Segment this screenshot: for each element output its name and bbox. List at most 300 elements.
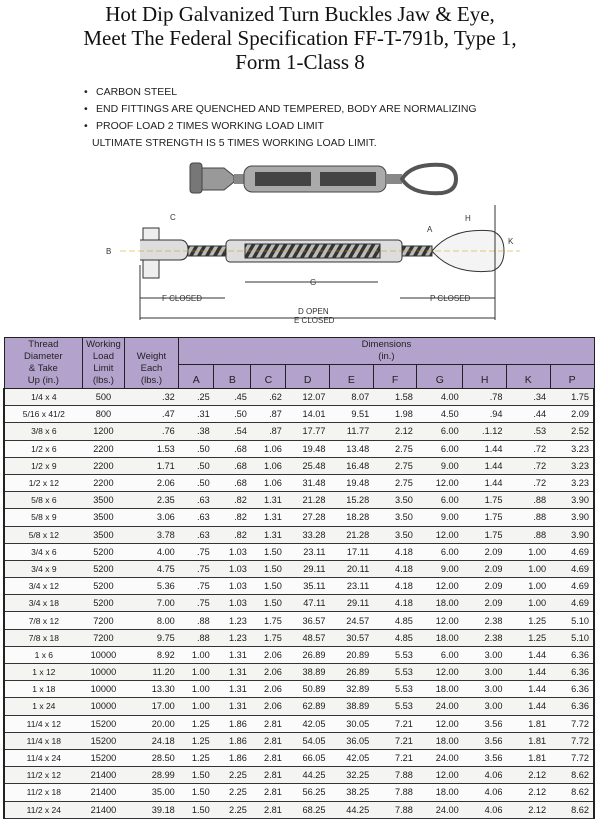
table-cell: 3.50 bbox=[373, 526, 417, 543]
title-line-1: Hot Dip Galvanized Turn Buckles Jaw & Eye, bbox=[105, 2, 495, 26]
table-cell: 7/8 x 12 bbox=[4, 612, 83, 629]
table-cell: 7.88 bbox=[373, 784, 417, 801]
header-col-d: D bbox=[286, 365, 330, 389]
table-cell: 42.05 bbox=[286, 715, 330, 732]
table-cell: 15200 bbox=[83, 732, 125, 749]
table-cell: .88 bbox=[506, 492, 550, 509]
table-cell: 3.23 bbox=[550, 440, 594, 457]
table-cell: 29.11 bbox=[330, 595, 374, 612]
table-cell: .72 bbox=[506, 474, 550, 491]
table-cell: 66.05 bbox=[286, 749, 330, 766]
table-cell: 23.11 bbox=[330, 578, 374, 595]
table-cell: 2.81 bbox=[251, 784, 286, 801]
table-row bbox=[4, 629, 594, 646]
table-cell: 24.18 bbox=[124, 732, 179, 749]
table-cell: 2.06 bbox=[251, 698, 286, 715]
table-cell: .50 bbox=[179, 440, 214, 457]
table-cell: 1.86 bbox=[214, 749, 251, 766]
table-cell: 3.90 bbox=[550, 509, 594, 526]
table-cell: .87 bbox=[251, 423, 286, 440]
table-cell: 1.44 bbox=[463, 474, 507, 491]
table-row bbox=[4, 406, 594, 423]
header-col-c: C bbox=[251, 365, 286, 389]
bullet-icon: • bbox=[84, 86, 88, 98]
table-cell: .63 bbox=[179, 492, 214, 509]
table-cell: 36.05 bbox=[330, 732, 374, 749]
table-cell: 6.00 bbox=[417, 423, 463, 440]
table-cell: 10000 bbox=[83, 664, 125, 681]
table-cell: 56.25 bbox=[286, 784, 330, 801]
table-cell: .50 bbox=[214, 406, 251, 423]
table-cell: .54 bbox=[214, 423, 251, 440]
table-cell: 5200 bbox=[83, 560, 125, 577]
table-cell: .45 bbox=[214, 389, 251, 406]
table-cell: 2200 bbox=[83, 457, 125, 474]
table-cell: 1.81 bbox=[506, 715, 550, 732]
header-row bbox=[4, 338, 594, 365]
table-row bbox=[4, 543, 594, 560]
table-cell: 1.44 bbox=[506, 681, 550, 698]
table-cell: 7.21 bbox=[373, 749, 417, 766]
table-cell: 18.00 bbox=[417, 732, 463, 749]
table-cell: .63 bbox=[179, 526, 214, 543]
header-col-b: B bbox=[214, 365, 251, 389]
table-cell: 44.25 bbox=[330, 801, 374, 818]
header-col-e: E bbox=[330, 365, 374, 389]
table-cell: 8.92 bbox=[124, 646, 179, 663]
feature-continuation: ULTIMATE STRENGTH IS 5 TIMES WORKING LOAD LIMIT. bbox=[92, 137, 377, 149]
table-cell: 68.25 bbox=[286, 801, 330, 818]
table-cell: .25 bbox=[179, 389, 214, 406]
table-cell: 7.00 bbox=[124, 595, 179, 612]
table-cell: 2.09 bbox=[463, 595, 507, 612]
table-cell: 11/2 x 12 bbox=[4, 767, 83, 784]
table-cell: 8.07 bbox=[330, 389, 374, 406]
table-cell: 24.00 bbox=[417, 698, 463, 715]
table-cell: .47 bbox=[124, 406, 179, 423]
table-cell: 4.69 bbox=[550, 560, 594, 577]
table-cell: 10000 bbox=[83, 646, 125, 663]
table-cell: 7200 bbox=[83, 629, 125, 646]
table-cell: 1.50 bbox=[179, 784, 214, 801]
dim-label-k: K bbox=[508, 237, 514, 246]
table-cell: .72 bbox=[506, 457, 550, 474]
table-cell: .75 bbox=[179, 578, 214, 595]
title-line-3: Form 1-Class 8 bbox=[235, 50, 365, 74]
table-cell: 4.85 bbox=[373, 629, 417, 646]
table-cell: 3.56 bbox=[463, 749, 507, 766]
header-col-k: K bbox=[506, 365, 550, 389]
table-cell: 1.44 bbox=[506, 646, 550, 663]
table-cell: 28.50 bbox=[124, 749, 179, 766]
table-cell: 12.07 bbox=[286, 389, 330, 406]
table-cell: 7.21 bbox=[373, 715, 417, 732]
table-cell: 1.75 bbox=[251, 612, 286, 629]
table-cell: 42.05 bbox=[330, 749, 374, 766]
table-cell: 1.75 bbox=[463, 492, 507, 509]
header-thread: Thread Diameter & Take Up (in.) bbox=[4, 338, 83, 389]
table-cell: 1.06 bbox=[251, 457, 286, 474]
table-cell: .88 bbox=[506, 509, 550, 526]
table-cell: 1.00 bbox=[179, 681, 214, 698]
spec-table-body bbox=[4, 389, 594, 819]
table-cell: 2.25 bbox=[214, 784, 251, 801]
table-cell: 16.48 bbox=[330, 457, 374, 474]
table-cell: 4.69 bbox=[550, 543, 594, 560]
table-cell: 1.31 bbox=[251, 492, 286, 509]
table-cell: 2.06 bbox=[124, 474, 179, 491]
table-cell: 1.31 bbox=[214, 681, 251, 698]
table-cell: .62 bbox=[251, 389, 286, 406]
table-cell: 11.20 bbox=[124, 664, 179, 681]
table-cell: .68 bbox=[214, 457, 251, 474]
table-cell: 54.05 bbox=[286, 732, 330, 749]
table-cell: 1/2 x 6 bbox=[4, 440, 83, 457]
table-cell: 2.81 bbox=[251, 715, 286, 732]
table-cell: 19.48 bbox=[330, 474, 374, 491]
table-cell: 3/8 x 6 bbox=[4, 423, 83, 440]
table-cell: 5.53 bbox=[373, 681, 417, 698]
table-cell: 1.31 bbox=[214, 646, 251, 663]
table-cell: .34 bbox=[506, 389, 550, 406]
header-working-load: Working Load Limit (lbs.) bbox=[83, 338, 125, 389]
table-row bbox=[4, 732, 594, 749]
table-cell: 3.23 bbox=[550, 457, 594, 474]
table-cell: .75 bbox=[179, 595, 214, 612]
table-cell: 24.57 bbox=[330, 612, 374, 629]
table-cell: 1.50 bbox=[251, 578, 286, 595]
table-cell: 1.50 bbox=[251, 560, 286, 577]
table-cell: 2.52 bbox=[550, 423, 594, 440]
table-cell: 3.00 bbox=[463, 681, 507, 698]
table-cell: 7.88 bbox=[373, 801, 417, 818]
table-cell: 2.81 bbox=[251, 732, 286, 749]
table-row bbox=[4, 681, 594, 698]
table-cell: 1.86 bbox=[214, 715, 251, 732]
table-cell: 9.51 bbox=[330, 406, 374, 423]
table-cell: .68 bbox=[214, 474, 251, 491]
table-cell: 4.85 bbox=[373, 612, 417, 629]
table-cell: 6.36 bbox=[550, 698, 594, 715]
table-cell: 39.18 bbox=[124, 801, 179, 818]
table-cell: 4.18 bbox=[373, 595, 417, 612]
table-cell: 1.75 bbox=[463, 509, 507, 526]
table-cell: 26.89 bbox=[286, 646, 330, 663]
table-row bbox=[4, 560, 594, 577]
table-cell: 11/4 x 18 bbox=[4, 732, 83, 749]
table-cell: 2.12 bbox=[506, 767, 550, 784]
table-cell: 1.86 bbox=[214, 732, 251, 749]
table-cell: 35.11 bbox=[286, 578, 330, 595]
table-cell: 13.30 bbox=[124, 681, 179, 698]
dim-label-d: D OPEN bbox=[298, 307, 329, 316]
table-row bbox=[4, 612, 594, 629]
table-cell: 3.50 bbox=[373, 509, 417, 526]
table-cell: 3/4 x 6 bbox=[4, 543, 83, 560]
table-cell: .82 bbox=[214, 492, 251, 509]
table-cell: 8.00 bbox=[124, 612, 179, 629]
table-row bbox=[4, 698, 594, 715]
table-cell: 2200 bbox=[83, 440, 125, 457]
table-cell: 11/4 x 24 bbox=[4, 749, 83, 766]
table-cell: 5200 bbox=[83, 595, 125, 612]
table-cell: 5.53 bbox=[373, 664, 417, 681]
table-cell: 1.44 bbox=[506, 664, 550, 681]
table-cell: 5/8 x 6 bbox=[4, 492, 83, 509]
table-cell: 6.36 bbox=[550, 681, 594, 698]
table-cell: 1.25 bbox=[179, 749, 214, 766]
table-cell: 12.00 bbox=[417, 664, 463, 681]
bullet-icon: • bbox=[84, 120, 88, 132]
table-cell: 6.00 bbox=[417, 440, 463, 457]
table-cell: 25.48 bbox=[286, 457, 330, 474]
table-cell: 38.89 bbox=[330, 698, 374, 715]
table-cell: .88 bbox=[179, 629, 214, 646]
table-cell: 5200 bbox=[83, 578, 125, 595]
table-cell: 11/4 x 12 bbox=[4, 715, 83, 732]
table-cell: 7.72 bbox=[550, 749, 594, 766]
table-cell: 21.28 bbox=[330, 526, 374, 543]
table-cell: 17.77 bbox=[286, 423, 330, 440]
table-cell: 21400 bbox=[83, 801, 125, 818]
table-cell: 9.00 bbox=[417, 457, 463, 474]
table-row bbox=[4, 509, 594, 526]
table-cell: 9.00 bbox=[417, 509, 463, 526]
table-cell: .53 bbox=[506, 423, 550, 440]
table-cell: 2.38 bbox=[463, 612, 507, 629]
table-cell: 1.00 bbox=[506, 543, 550, 560]
table-cell: .63 bbox=[179, 509, 214, 526]
feature-item: • PROOF LOAD 2 TIMES WORKING LOAD LIMIT bbox=[84, 118, 477, 135]
table-cell: 33.28 bbox=[286, 526, 330, 543]
table-cell: .50 bbox=[179, 457, 214, 474]
table-cell: 4.18 bbox=[373, 578, 417, 595]
table-cell: 1/2 x 12 bbox=[4, 474, 83, 491]
table-cell: 26.89 bbox=[330, 664, 374, 681]
table-cell: 2.09 bbox=[463, 560, 507, 577]
table-cell: 1.50 bbox=[251, 543, 286, 560]
table-row bbox=[4, 801, 594, 818]
table-cell: .82 bbox=[214, 526, 251, 543]
table-cell: 5.53 bbox=[373, 646, 417, 663]
table-cell: 6.00 bbox=[417, 543, 463, 560]
table-cell: 36.57 bbox=[286, 612, 330, 629]
table-cell: 5/8 x 9 bbox=[4, 509, 83, 526]
table-cell: 3500 bbox=[83, 526, 125, 543]
table-cell: 3/4 x 9 bbox=[4, 560, 83, 577]
table-cell: 32.25 bbox=[330, 767, 374, 784]
table-cell: 27.28 bbox=[286, 509, 330, 526]
table-cell: 1.44 bbox=[463, 457, 507, 474]
table-cell: 3500 bbox=[83, 509, 125, 526]
table-cell: 5.10 bbox=[550, 612, 594, 629]
table-cell: 15200 bbox=[83, 715, 125, 732]
table-cell: 1.31 bbox=[214, 698, 251, 715]
table-cell: 18.00 bbox=[417, 784, 463, 801]
table-cell: 38.25 bbox=[330, 784, 374, 801]
table-cell: 3/4 x 18 bbox=[4, 595, 83, 612]
table-cell: 12.00 bbox=[417, 578, 463, 595]
table-cell: 10000 bbox=[83, 681, 125, 698]
table-cell: 2.25 bbox=[214, 767, 251, 784]
table-cell: 800 bbox=[83, 406, 125, 423]
table-cell: 1.23 bbox=[214, 612, 251, 629]
dim-label-e: E CLOSED bbox=[294, 316, 335, 325]
table-cell: 14.01 bbox=[286, 406, 330, 423]
table-cell: 2.75 bbox=[373, 440, 417, 457]
table-cell: 1/2 x 9 bbox=[4, 457, 83, 474]
dim-label-h: H bbox=[465, 214, 471, 223]
table-cell: 15.28 bbox=[330, 492, 374, 509]
table-cell: 44.25 bbox=[286, 767, 330, 784]
table-cell: 2.75 bbox=[373, 474, 417, 491]
table-cell: 12.00 bbox=[417, 474, 463, 491]
table-cell: 20.00 bbox=[124, 715, 179, 732]
table-cell: 21400 bbox=[83, 767, 125, 784]
table-cell: 1/4 x 4 bbox=[4, 389, 83, 406]
table-cell: 5/16 x 41/2 bbox=[4, 406, 83, 423]
table-cell: 2.25 bbox=[214, 801, 251, 818]
spec-table bbox=[3, 337, 595, 819]
table-cell: .68 bbox=[214, 440, 251, 457]
table-cell: 3/4 x 12 bbox=[4, 578, 83, 595]
table-cell: 1.58 bbox=[373, 389, 417, 406]
table-cell: 2.06 bbox=[251, 681, 286, 698]
table-cell: .32 bbox=[124, 389, 179, 406]
dim-label-c: C bbox=[170, 213, 176, 222]
table-cell: 9.00 bbox=[417, 560, 463, 577]
table-cell: 13.48 bbox=[330, 440, 374, 457]
table-cell: 7200 bbox=[83, 612, 125, 629]
table-row bbox=[4, 784, 594, 801]
table-cell: 18.00 bbox=[417, 629, 463, 646]
table-cell: 29.11 bbox=[286, 560, 330, 577]
turnbuckle-diagram bbox=[90, 150, 520, 330]
table-row bbox=[4, 595, 594, 612]
table-row bbox=[4, 664, 594, 681]
table-cell: 38.89 bbox=[286, 664, 330, 681]
table-cell: .76 bbox=[124, 423, 179, 440]
table-cell: 8.62 bbox=[550, 784, 594, 801]
table-cell: 4.18 bbox=[373, 560, 417, 577]
table-cell: 4.00 bbox=[417, 389, 463, 406]
table-cell: 2.81 bbox=[251, 749, 286, 766]
table-cell: 50.89 bbox=[286, 681, 330, 698]
table-cell: 1.50 bbox=[251, 595, 286, 612]
document-title bbox=[0, 2, 600, 74]
table-cell: 1.00 bbox=[506, 595, 550, 612]
header-col-a: A bbox=[179, 365, 214, 389]
table-row bbox=[4, 474, 594, 491]
table-cell: 1 x 12 bbox=[4, 664, 83, 681]
table-cell: 20.11 bbox=[330, 560, 374, 577]
table-cell: .87 bbox=[251, 406, 286, 423]
table-cell: 7.88 bbox=[373, 767, 417, 784]
table-row bbox=[4, 749, 594, 766]
table-cell: .50 bbox=[179, 474, 214, 491]
table-cell: 12.00 bbox=[417, 526, 463, 543]
table-row bbox=[4, 646, 594, 663]
table-cell: 6.00 bbox=[417, 492, 463, 509]
table-cell: 3.23 bbox=[550, 474, 594, 491]
table-cell: .78 bbox=[463, 389, 507, 406]
table-row bbox=[4, 423, 594, 440]
header-col-g: G bbox=[417, 365, 463, 389]
table-cell: 8.62 bbox=[550, 767, 594, 784]
table-cell: 28.99 bbox=[124, 767, 179, 784]
table-cell: 62.89 bbox=[286, 698, 330, 715]
dim-label-p: P CLOSED bbox=[430, 294, 471, 303]
table-cell: 4.00 bbox=[124, 543, 179, 560]
table-cell: 1.00 bbox=[179, 646, 214, 663]
table-cell: 2.35 bbox=[124, 492, 179, 509]
table-cell: 47.11 bbox=[286, 595, 330, 612]
table-cell: 2.12 bbox=[506, 801, 550, 818]
table-cell: 11.77 bbox=[330, 423, 374, 440]
table-cell: 24.00 bbox=[417, 801, 463, 818]
table-cell: 11/2 x 18 bbox=[4, 784, 83, 801]
table-cell: 24.00 bbox=[417, 749, 463, 766]
feature-list bbox=[84, 84, 477, 152]
table-cell: 1 x 24 bbox=[4, 698, 83, 715]
table-cell: 2.12 bbox=[373, 423, 417, 440]
table-cell: 5200 bbox=[83, 543, 125, 560]
table-cell: 8.62 bbox=[550, 801, 594, 818]
table-cell: 1.25 bbox=[179, 732, 214, 749]
header-col-p: P bbox=[550, 365, 594, 389]
table-cell: 5/8 x 12 bbox=[4, 526, 83, 543]
table-cell: 35.00 bbox=[124, 784, 179, 801]
feature-item: • END FITTINGS ARE QUENCHED AND TEMPERED, BODY ARE NORMALIZING bbox=[84, 101, 477, 118]
table-cell: 3.00 bbox=[463, 664, 507, 681]
table-cell: 18.28 bbox=[330, 509, 374, 526]
header-dimensions: Dimensions (in.) bbox=[179, 338, 594, 365]
table-cell: 1200 bbox=[83, 423, 125, 440]
table-cell: 32.89 bbox=[330, 681, 374, 698]
table-cell: 21.28 bbox=[286, 492, 330, 509]
dim-label-g: G bbox=[310, 278, 317, 287]
table-cell: 1.44 bbox=[506, 698, 550, 715]
table-cell: 1.50 bbox=[179, 767, 214, 784]
table-cell: 3.56 bbox=[463, 715, 507, 732]
table-cell: 1.53 bbox=[124, 440, 179, 457]
table-cell: 3.90 bbox=[550, 526, 594, 543]
table-cell: 2.09 bbox=[463, 543, 507, 560]
table-cell: 1.00 bbox=[179, 698, 214, 715]
table-cell: 17.00 bbox=[124, 698, 179, 715]
table-cell: 1.71 bbox=[124, 457, 179, 474]
table-cell: .38 bbox=[179, 423, 214, 440]
table-cell: 3.50 bbox=[373, 492, 417, 509]
table-cell: 3.90 bbox=[550, 492, 594, 509]
table-cell: 1.50 bbox=[179, 801, 214, 818]
table-cell: 4.75 bbox=[124, 560, 179, 577]
table-row bbox=[4, 440, 594, 457]
table-cell: 3.56 bbox=[463, 732, 507, 749]
table-cell: 1.03 bbox=[214, 560, 251, 577]
table-cell: 30.57 bbox=[330, 629, 374, 646]
table-cell: 2200 bbox=[83, 474, 125, 491]
table-cell: 3.78 bbox=[124, 526, 179, 543]
table-cell: 1.98 bbox=[373, 406, 417, 423]
table-cell: .88 bbox=[179, 612, 214, 629]
turnbuckle-photo bbox=[190, 163, 456, 193]
table-cell: 7.72 bbox=[550, 715, 594, 732]
table-cell: 2.06 bbox=[251, 646, 286, 663]
table-cell: 1.75 bbox=[463, 526, 507, 543]
table-cell: 3.00 bbox=[463, 646, 507, 663]
table-cell: 1.25 bbox=[179, 715, 214, 732]
